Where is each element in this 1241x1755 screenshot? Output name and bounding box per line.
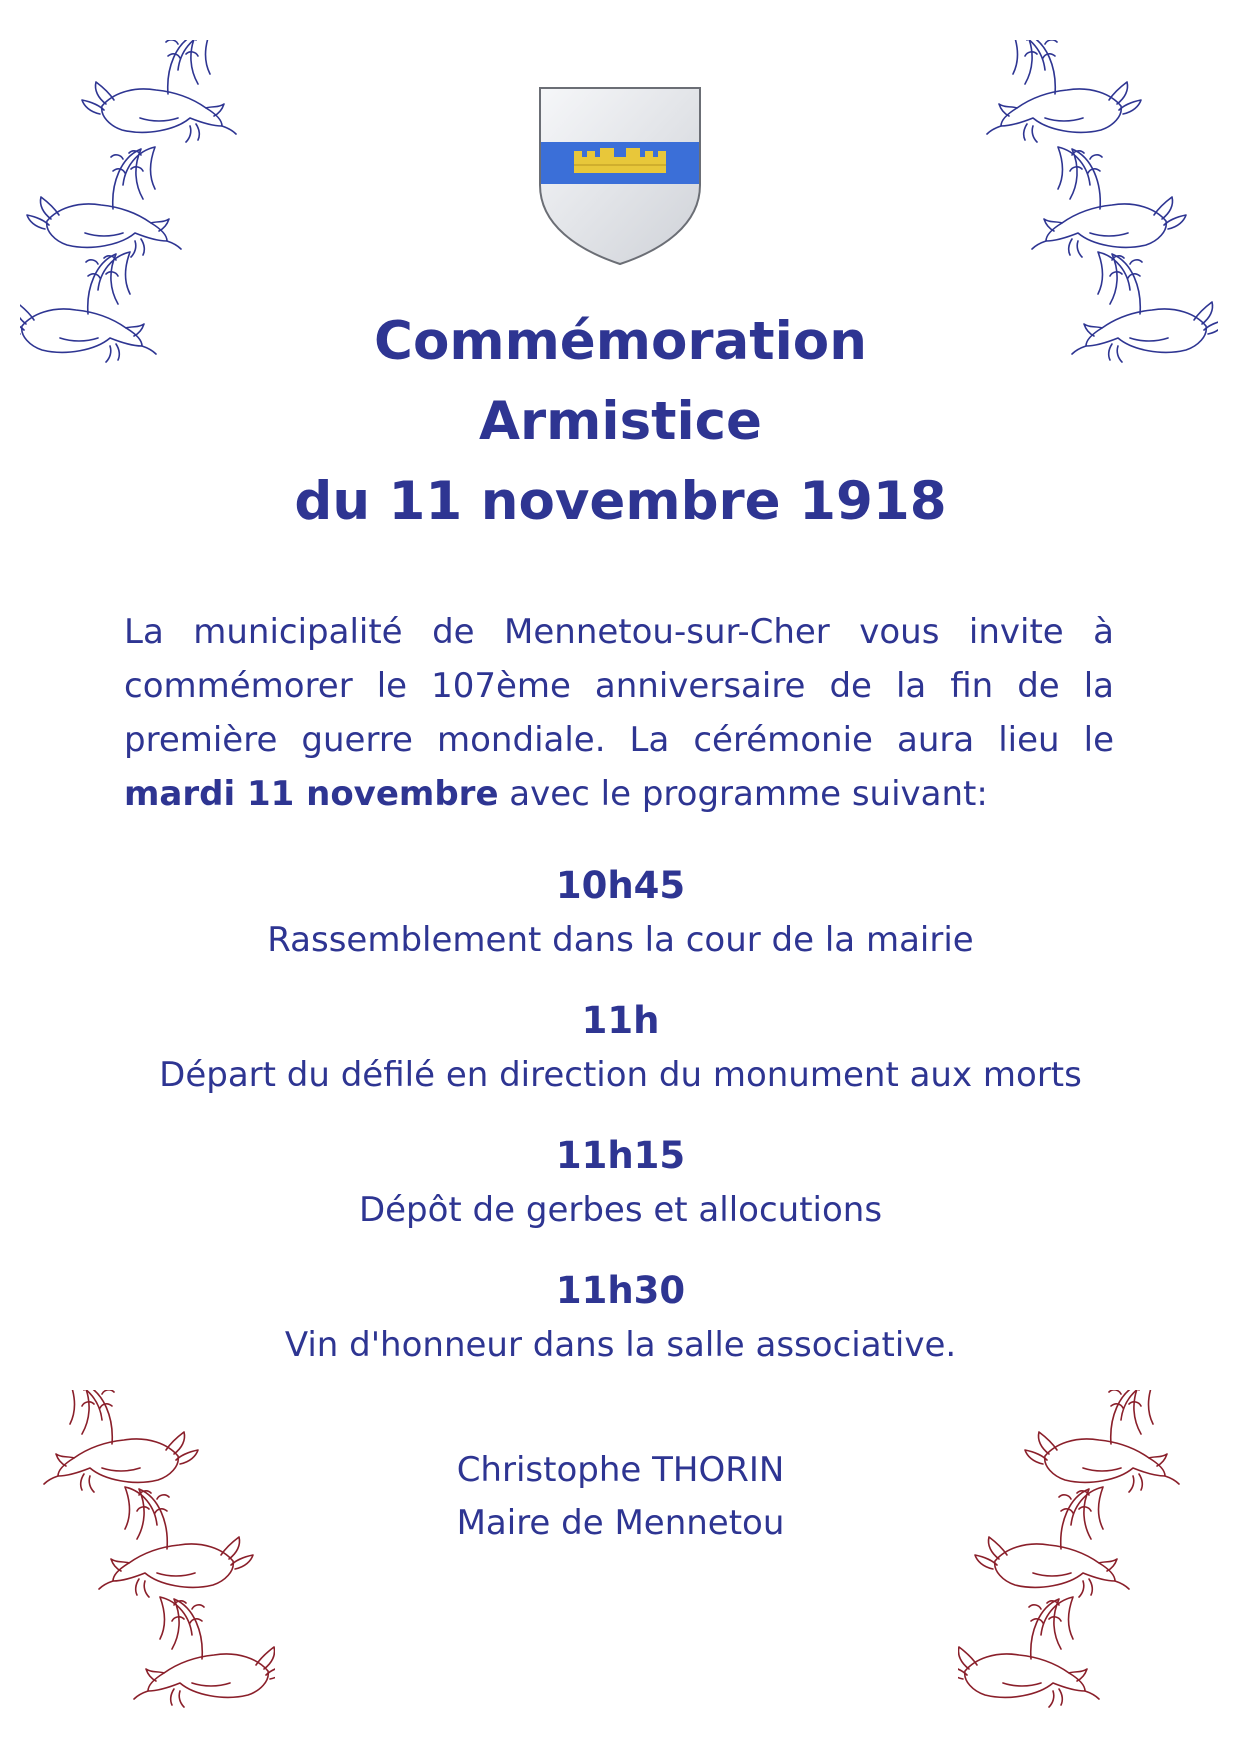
title-line-1: Commémoration [374,311,867,372]
intro-text-before: La municipalité de Mennetou-sur-Cher vous invite à commémorer le 107ème anniversaire de la fin de la première guerre mondiale. La cérémonie aura lieu le [124,612,1114,760]
doves-bottom-right [958,1390,1198,1720]
intro-date-highlight: mardi 11 novembre [124,774,499,814]
peace-dove-icon [134,1597,275,1707]
intro-text-after: avec le programme suivant: [498,774,988,814]
schedule-time-2: 11h [581,999,660,1042]
signature-role: Maire de Mennetou [456,1503,785,1543]
coat-of-arms-shield [537,85,703,272]
peace-dove-icon [82,40,236,142]
peace-dove-icon [1032,147,1186,257]
peace-dove-icon [27,147,181,257]
peace-dove-icon [958,1597,1099,1707]
doves-bottom-left [35,1390,275,1720]
schedule-time-3: 11h15 [555,1134,686,1177]
title-line-2: Armistice [479,391,762,452]
schedule-description-4: Vin d'honneur dans la salle associative. [284,1325,957,1365]
peace-dove-icon [987,40,1141,142]
intro-paragraph [124,605,1114,821]
schedule-time-1: 10h45 [555,864,686,907]
title-line-3: du 11 novembre 1918 [294,471,947,532]
schedule-description-3: Dépôt de gerbes et allocutions [358,1190,883,1230]
schedule-description-1: Rassemblement dans la cour de la mairie [267,920,974,960]
schedule-description-2: Départ du défilé en direction du monument aux morts [159,1055,1082,1095]
signature-name: Christophe THORIN [456,1450,785,1490]
schedule-time-4: 11h30 [555,1269,686,1312]
